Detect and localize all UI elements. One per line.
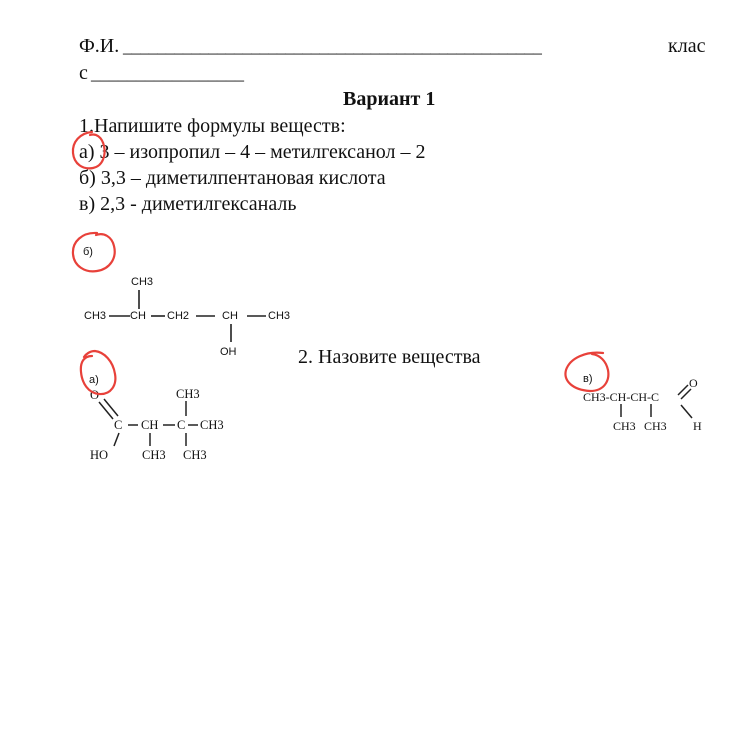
- structure-v-ch3-2: CH3: [644, 419, 667, 433]
- task2-heading: 2. Назовите вещества: [298, 346, 481, 368]
- structure-b-ch3-left: CH3: [84, 310, 107, 322]
- class-underline: _________________: [91, 63, 244, 83]
- red-circle-around-v-label: [565, 353, 608, 391]
- structure-v-label: в): [583, 373, 593, 385]
- red-circle-around-b-label: [73, 233, 115, 271]
- structure-a-carbon: C: [114, 418, 123, 432]
- task1-heading: 1.Напишите формулы веществ:: [79, 115, 346, 137]
- structure-v-chain: CH3-CH-CH-C: [583, 390, 660, 404]
- structure-a-ch3-under-c: CH3: [183, 448, 207, 462]
- structure-v-hydrogen: H: [693, 419, 702, 433]
- structure-b-label: б): [83, 246, 93, 258]
- structure-a-ch3-top: CH3: [176, 387, 200, 401]
- structure-b-oh: OH: [220, 346, 237, 358]
- fio-underline: _________________________________________________: [123, 36, 542, 56]
- structure-b-ch2: CH2: [167, 310, 190, 322]
- structure-b-ch3-right: CH3: [268, 310, 291, 322]
- structure-a-quat-c: C: [177, 418, 186, 432]
- task1-item-b: б) 3,3 – диметилпентановая кислота: [79, 167, 386, 189]
- fio-label: Ф.И.: [79, 35, 120, 57]
- structure-a-label: а): [89, 374, 99, 386]
- structure-b-top-ch3: CH3: [131, 276, 154, 288]
- task1-item-a: а) 3 – изопропил – 4 – метилгексанол – 2: [79, 141, 426, 163]
- structure-v-oxygen: O: [689, 376, 698, 390]
- structure-a-oxygen: O: [90, 388, 100, 402]
- red-circle-around-a-answer: [73, 132, 105, 168]
- structure-a-ho: HO: [90, 448, 109, 462]
- variant-title: Вариант 1: [343, 88, 436, 110]
- class-label: клас: [668, 35, 706, 57]
- structure-b-ch-oh: CH: [222, 310, 238, 322]
- structure-v-ch3-1: CH3: [613, 419, 636, 433]
- red-circle-around-a-label: [81, 351, 116, 394]
- class-label-continued: с: [79, 62, 88, 84]
- structure-a-ch: CH: [141, 418, 159, 432]
- structure-a-ch3-under-ch: CH3: [142, 448, 166, 462]
- structure-b-ch: CH: [130, 310, 146, 322]
- structure-a-ch3-right: CH3: [200, 418, 224, 432]
- task1-item-v: в) 2,3 - диметилгексаналь: [79, 193, 297, 215]
